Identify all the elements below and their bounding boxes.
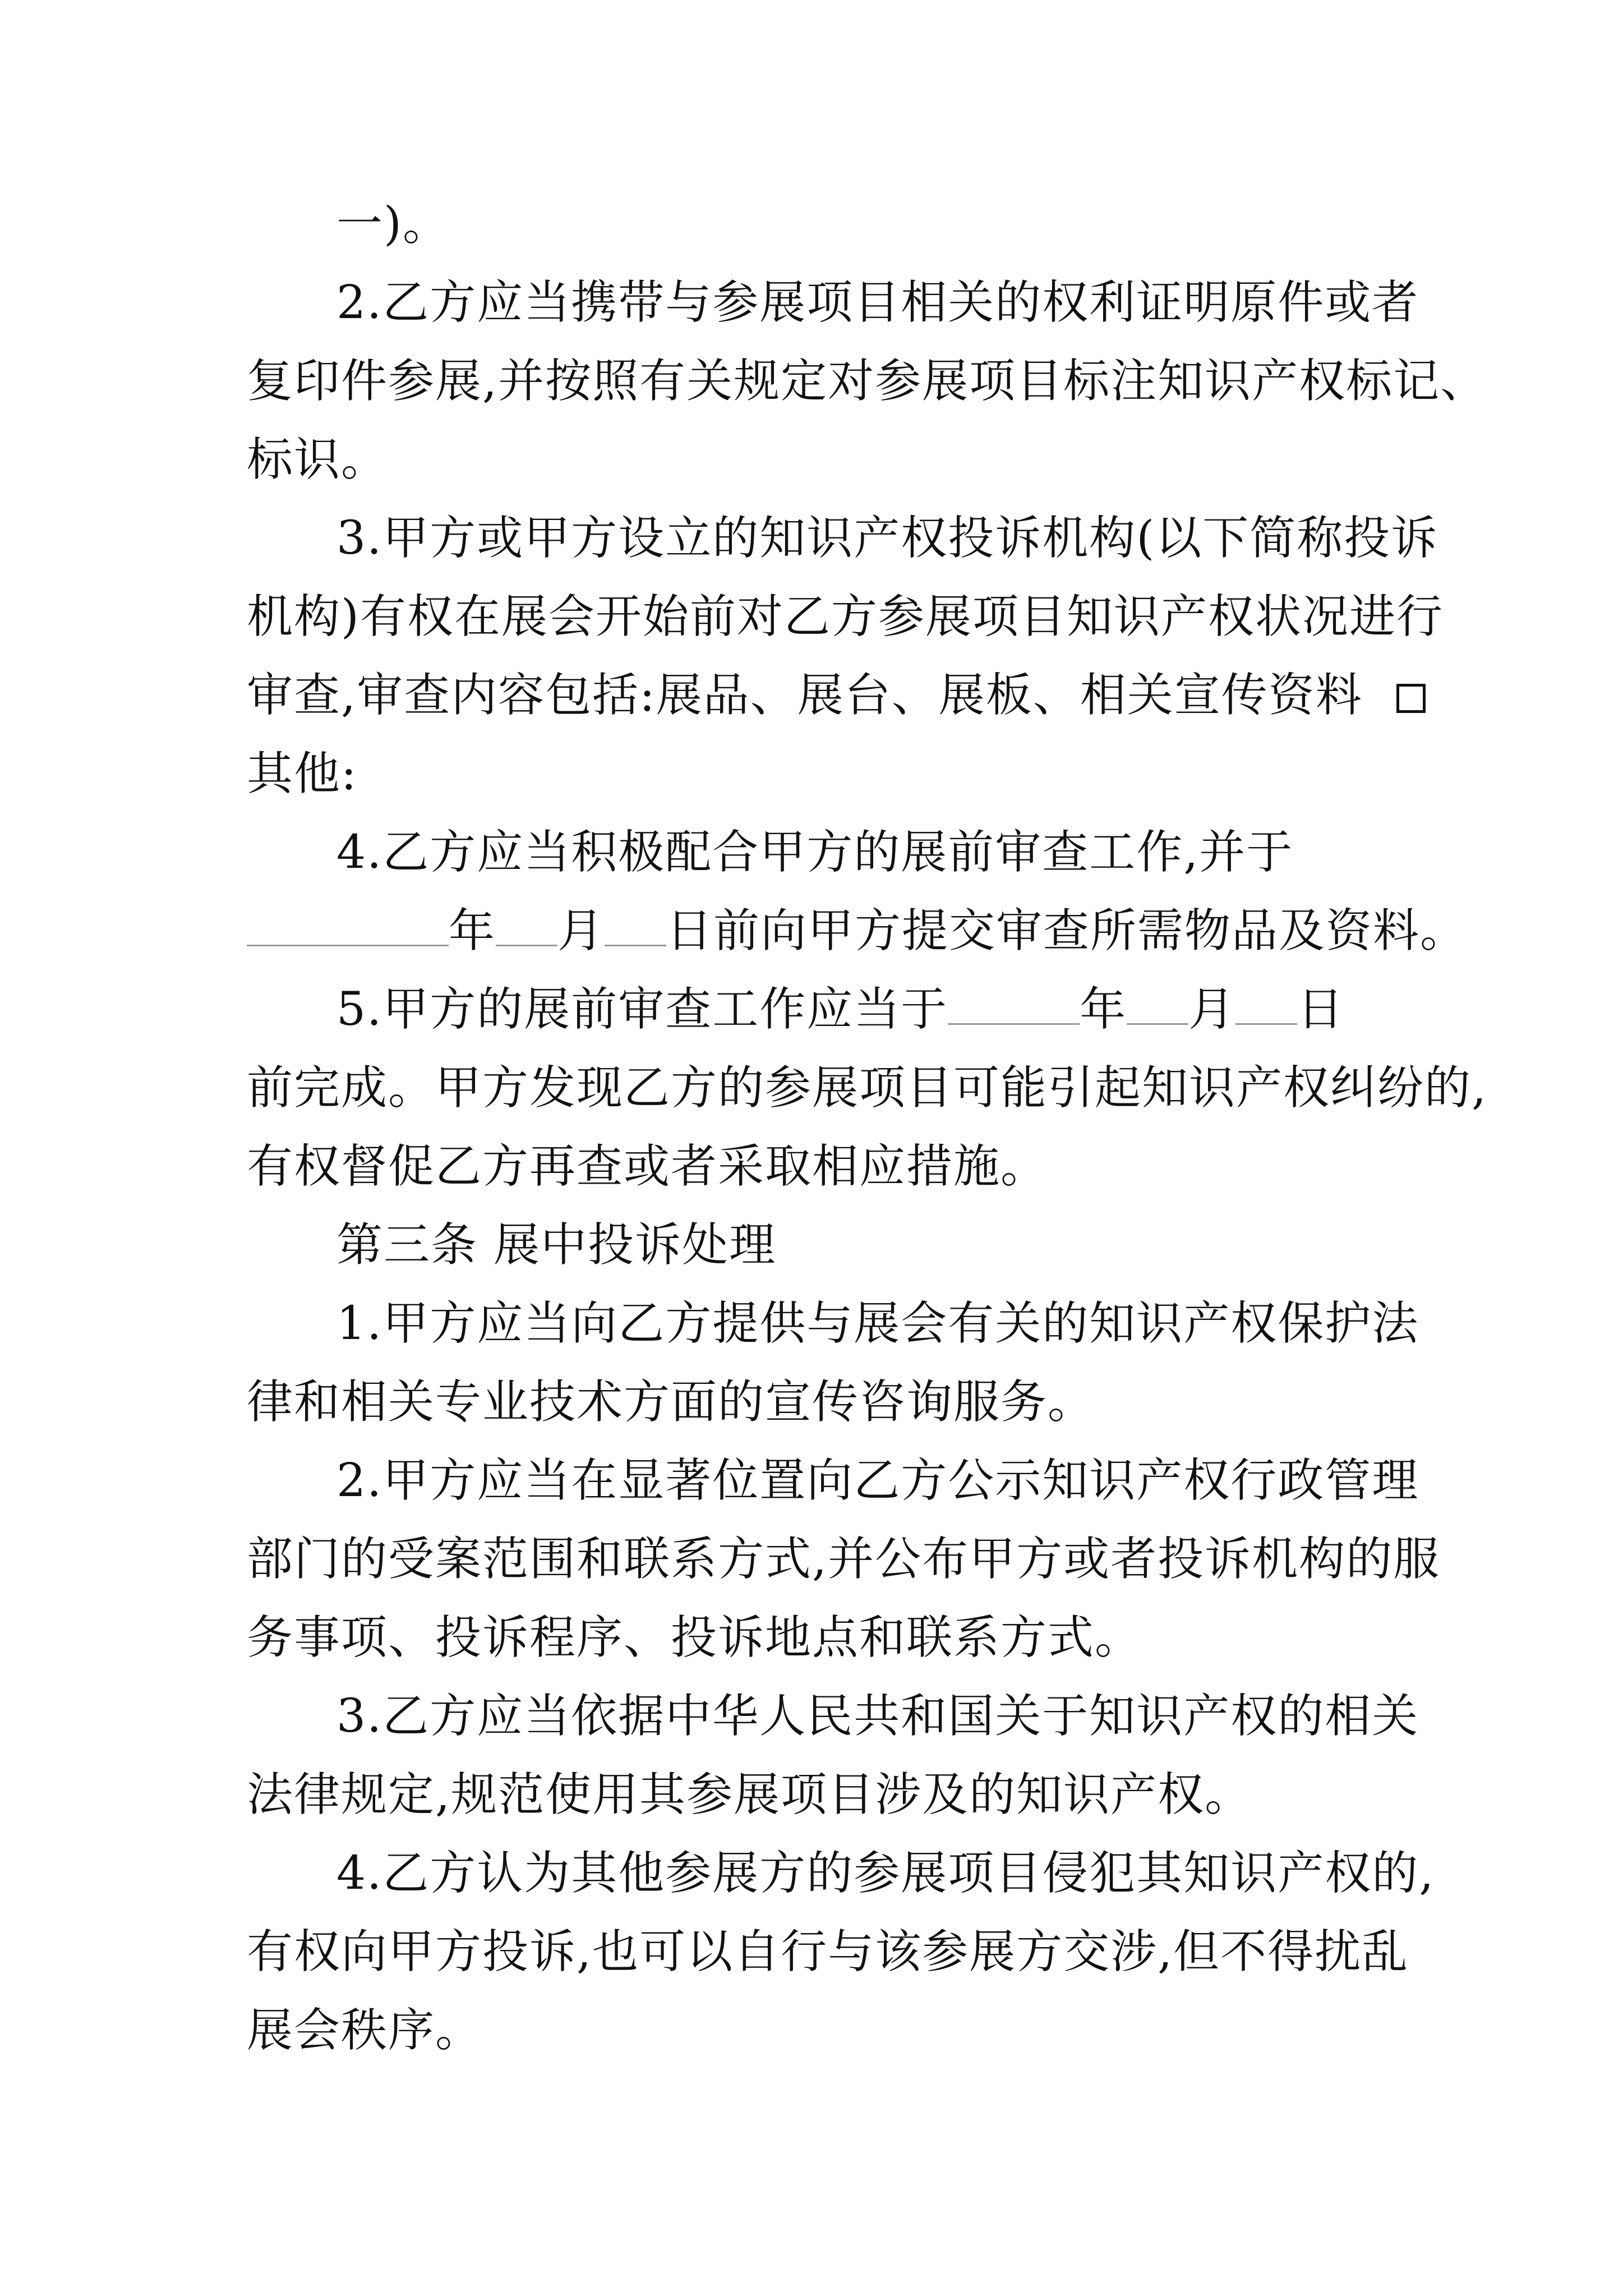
day-blank-field[interactable]: [1235, 984, 1297, 1025]
day-blank-field[interactable]: [605, 905, 666, 946]
month-blank-field[interactable]: [1127, 984, 1188, 1025]
month-blank-field[interactable]: [496, 905, 557, 946]
date-line-text: 日前向甲方提交审查所需物品及资料。: [666, 904, 1468, 958]
text-line: 法律规定,规范使用其参展项目涉及的知识产权。: [247, 1768, 1252, 1821]
text-line: 4.乙方应当积极配合甲方的展前审查工作,并于: [336, 826, 1294, 879]
text-line: 其他:: [247, 747, 358, 800]
month-label: 月: [1188, 983, 1236, 1036]
section-heading: 第三条 展中投诉处理: [336, 1218, 777, 1272]
review-content-text: 审查,审查内容包括:展品、展台、展板、相关宣传资料: [247, 669, 1363, 722]
other-checkbox[interactable]: [1396, 684, 1426, 713]
month-label: 月: [557, 904, 605, 958]
year-blank-field[interactable]: [948, 984, 1080, 1025]
text-line: 有权向甲方投诉,也可以自行与该参展方交涉,但不得扰乱: [247, 1925, 1409, 1978]
text-line: 机构)有权在展会开始前对乙方参展项目知识产权状况进行: [247, 590, 1444, 643]
text-line: 4.乙方认为其他参展方的参展项目侵犯其知识产权的,: [336, 1847, 1435, 1900]
text-line: 有权督促乙方再查或者采取相应措施。: [247, 1140, 1048, 1193]
date-line: [247, 892, 1468, 970]
date-line: [247, 970, 1424, 1049]
text-line: 1.甲方应当向乙方提供与展会有关的知识产权保护法: [336, 1297, 1419, 1350]
text-line: 部门的受案范围和联系方式,并公布甲方或者投诉机构的服: [247, 1533, 1441, 1586]
text-line: 2.乙方应当携带与参展项目相关的权利证明原件或者: [336, 276, 1419, 329]
text-line: 2.甲方应当在显著位置向乙方公示知识产权行政管理: [336, 1454, 1419, 1507]
text-line-with-checkbox: [247, 656, 1424, 735]
year-blank-field[interactable]: [247, 905, 449, 946]
year-label: 年: [449, 904, 496, 958]
text-line: 一)。: [336, 197, 450, 251]
text-line: 复印件参展,并按照有关规定对参展项目标注知识产权标记、: [247, 355, 1488, 408]
text-line: 务事项、投诉程序、投诉地点和联系方式。: [247, 1611, 1142, 1664]
day-label: 日: [1297, 983, 1345, 1036]
date-line-text: 5.甲方的展前审查工作应当于: [336, 983, 948, 1036]
text-line: 律和相关专业技术方面的宣传咨询服务。: [247, 1375, 1095, 1429]
text-line: 标识。: [247, 433, 389, 486]
text-line: 前完成。甲方发现乙方的参展项目可能引起知识产权纠纷的,: [247, 1061, 1488, 1115]
text-line: 3.甲方或甲方设立的知识产权投诉机构(以下简称投诉: [336, 512, 1438, 565]
text-line: 展会秩序。: [247, 2004, 483, 2057]
text-line: 3.乙方应当依据中华人民共和国关于知识产权的相关: [336, 1690, 1419, 1743]
year-label: 年: [1080, 983, 1127, 1036]
document-page: [247, 185, 1488, 2070]
